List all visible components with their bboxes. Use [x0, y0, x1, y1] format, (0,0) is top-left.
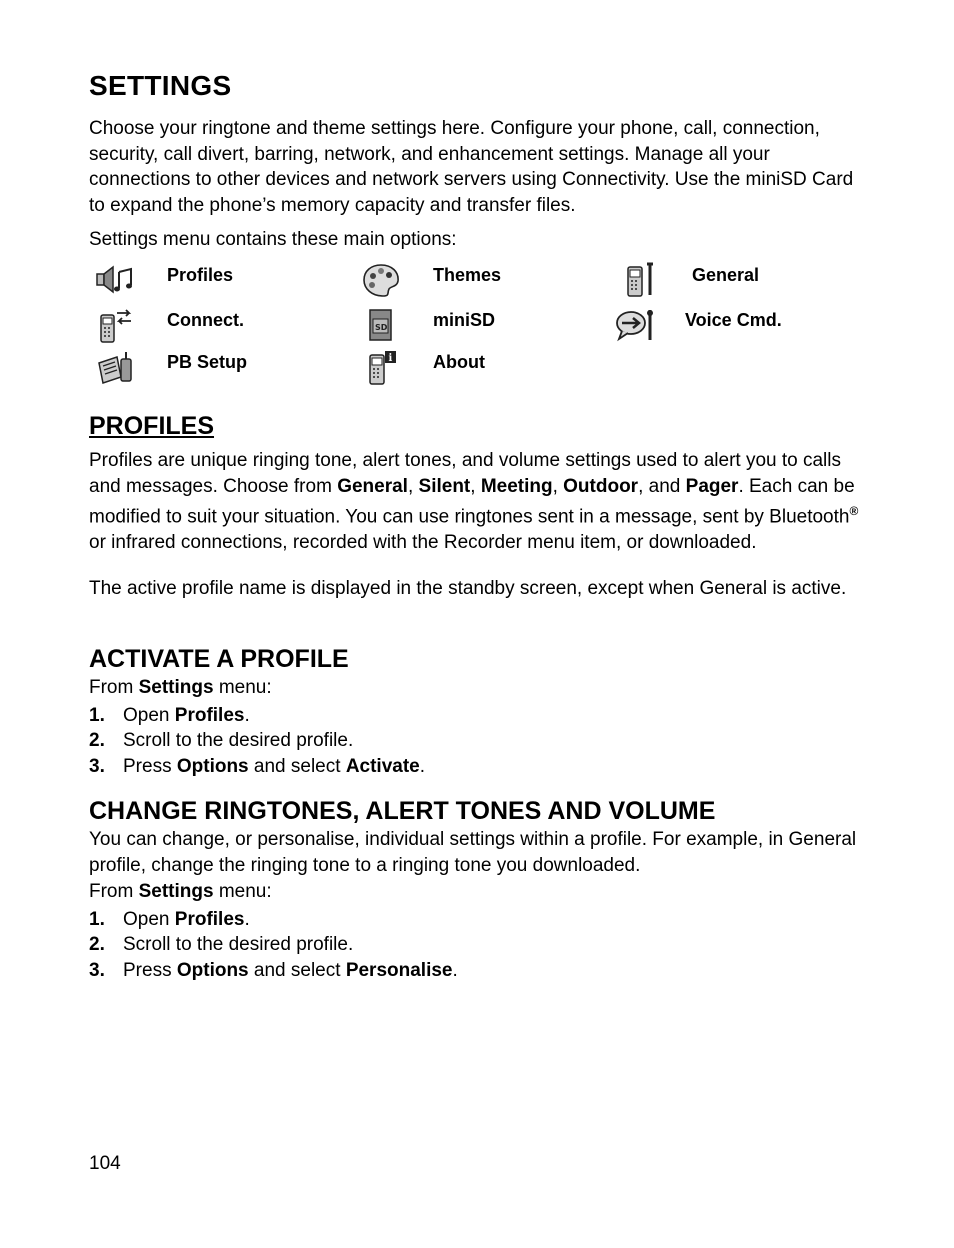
activate-heading: ACTIVATE A PROFILE — [89, 645, 349, 673]
palette-icon — [361, 262, 401, 298]
menu-item-label: About — [433, 352, 485, 372]
svg-text:i: i — [388, 353, 393, 364]
menu-item-label: Profiles — [167, 265, 234, 285]
page-number: 104 — [89, 1153, 121, 1174]
profiles-active-note: The active profile name is displayed in the standby screen, except when General is active. — [89, 578, 847, 599]
activate-steps — [89, 703, 425, 779]
profiles-heading: PROFILES — [89, 412, 215, 440]
settings-menu-grid — [89, 258, 869, 390]
speaker-music-icon — [95, 262, 135, 298]
menu-item-label: Voice Cmd. — [685, 310, 782, 330]
menu-item-label: PB Setup — [167, 352, 248, 372]
activate-from-line: From Settings menu: — [89, 677, 272, 698]
change-heading: CHANGE RINGTONES, ALERT TONES AND VOLUME — [89, 797, 716, 825]
phone-wrench-icon — [620, 262, 660, 298]
step-item: 2. Scroll to the desired profile. — [89, 934, 354, 956]
menu-item-label: miniSD — [433, 310, 496, 330]
step-item: 2. Scroll to the desired profile. — [89, 730, 354, 752]
svg-text:SD: SD — [375, 323, 388, 332]
menu-lead-text: Settings menu contains these main options: — [89, 229, 457, 250]
phonebook-setup-icon — [95, 349, 135, 385]
step-item: 1. Open Profiles. — [89, 909, 250, 930]
change-from-line: From Settings menu: — [89, 881, 272, 902]
menu-item-label: Themes — [433, 265, 502, 285]
phone-arrows-icon — [95, 307, 135, 343]
change-steps — [89, 907, 458, 983]
change-paragraph: You can change, or personalise, individual settings within a profile. For example, in General profile, change the ringing tone to a ringing tone you downloaded. — [89, 829, 857, 876]
page-title: SETTINGS — [89, 70, 232, 101]
step-item: 3. Press Options and select Personalise. — [89, 959, 458, 981]
menu-item-label: Connect. — [167, 310, 245, 330]
speech-bubble-icon — [611, 307, 657, 343]
phone-info-icon — [361, 349, 401, 385]
minisd-card-icon — [361, 307, 401, 343]
step-item: 3. Press Options and select Activate. — [89, 755, 426, 777]
profiles-paragraph: Profiles are unique ringing tone, alert tones, and volume settings used to alert you to calls and messages. Choose from General, Silent, Meeting, Outdoor, and Pager. Each can be modified to suit your situation. You can use ringtones sent in a message, sent by Bluetooth® or infrared connections, recorded with the Recorder menu item, or downloaded. — [89, 450, 859, 553]
intro-paragraph: Choose your ringtone and theme settings here. Configure your phone, call, connection, security, call divert, barring, network, and enhancement settings. Manage all your connections to other devices and network servers using Connectivity. Use the miniSD Card to expand the phone’s memory capacity and transfer files. — [89, 118, 854, 216]
step-item: 1. Open Profiles. — [89, 705, 250, 726]
menu-item-label: General — [692, 265, 760, 285]
